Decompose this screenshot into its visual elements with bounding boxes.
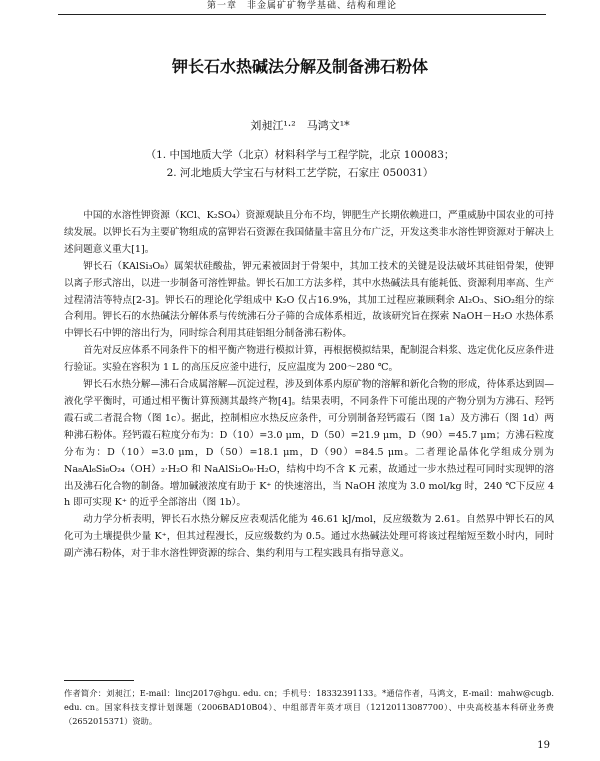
body-paragraph: 首先对反应体系不同条件下的相平衡产物进行模拟计算，再根据模拟结果，配制混合料浆、选定优化反应条件进行验证。实验在容积为 1 L 的高压反应釜中进行，反应温度为 200～280 ℃。 xyxy=(64,345,554,374)
body-paragraph: 钾长石（KAlSi₃O₈）属架状硅酸盐，钾元素被固封于骨架中，其加工技术的关键是设法破坏其硅铝骨架，使钾以离子形式溶出，以进一步制备可溶性钾盐。钾长石加工方法多样，其中水热碱法具有能耗低、资源利用率高、生产过程清洁等特点[2-3]。钾长石的理论化学组成中 K₂O 仅占16.9%，其加工过程应兼顾剩余 Al₂O₃、SiO₂组分的综合利用。钾长石的水热碱法分解体系与传统沸石分子筛的合成体系相近，故该研究旨在探索 NaOH－H₂O 水热体系中钾长石中钾的溶出行为，同时综合利用其硅铝组分制备沸石粉体。 xyxy=(64,260,554,340)
body-paragraph: 动力学分析表明，钾长石水热分解反应表观活化能为 46.61 kJ/mol，反应级数为 2.61。自然界中钾长石的风化可为土壤提供少量 K⁺，但其过程漫长，反应级数约为 0.5。通过水热碱法处理可将该过程缩短至数小时内，同时副产沸石粉体，对于非水溶性钾资源的综合、集约利用与工程实践具有指导意义。 xyxy=(64,514,554,560)
affiliation-1: （1. 中国地质大学（北京）材料科学与工程学院，北京 100083； xyxy=(145,149,455,161)
footnote-divider xyxy=(64,680,134,681)
page-number: 19 xyxy=(537,740,550,751)
paper-body xyxy=(64,208,554,563)
paper-title: 钾长石水热碱法分解及制备沸石粉体 xyxy=(171,57,428,76)
body-paragraph: 钾长石水热分解—沸石合成属溶解—沉淀过程，涉及到体系内原矿物的溶解和新化合物的形成，待体系达到固—液化学平衡时，可通过相平衡计算预测其最终产物[4]。结果表明，不同条件下可能出现的产物分别为方沸石、羟钙霞石或二者混合物（图 1c）。据此，控制相应水热反应条件，可分别制备羟钙霞石（图 1a）及方沸石（图 1d）两种沸石粉体。羟钙霞石粒度分布为：D（10）=3.0 μm，D（50）=21.9 μm，D（90）=45.7 μm；方沸石粒度分布为：D（10）=3.0 μm，D（50）=18.1 μm，D（90）=84.5 μm。二者理论晶体化学组成分别为 Na₈Al₆Si₆O₂₄（OH）₂·H₂O 和 NaAlSi₂O₆·H₂O，结构中均不含 K 元素，故通过一步水热过程可同时实现钾的溶出及沸石化合物的制备。增加碱液浓度有助于 K⁺ 的快速溶出，当 NaOH 浓度为 3.0 mol/kg 时，240 ℃下反应 4 h 即可实现 K⁺ 的近乎全部溶出（图 1b）。 xyxy=(64,379,554,509)
author-footnote: 作者简介：刘昶江；E-mail：lincj2017@hgu. edu. cn；手机号：18332391133。*通信作者，马鸿文，E-mail：mahw@cugb. edu. cn。国家科技支撑计划课题（2006BAD10B04）、中组部青年英才项目（12120113087700）、中央高校基本科研业务费（2652015371）资助。 xyxy=(64,688,554,726)
author-list: 刘昶江¹·² 马鸿文¹* xyxy=(250,119,350,132)
body-paragraph: 中国的水溶性钾资源（KCl、K₂SO₄）资源观缺且分布不均，钾肥生产长期依赖进口，严重威胁中国农业的可持续发展。以钾长石为主要矿物组成的富钾岩石资源在我国储量丰富且分布广泛，开发这类非水溶性钾资源对于解决上述问题意义重大[1]。 xyxy=(64,210,554,255)
affiliation-2: 2. 河北地质大学宝石与材料工艺学院，石家庄 050031） xyxy=(166,167,434,179)
running-header: 第一章 非金属矿矿物学基础、结构和理论 xyxy=(58,0,546,15)
